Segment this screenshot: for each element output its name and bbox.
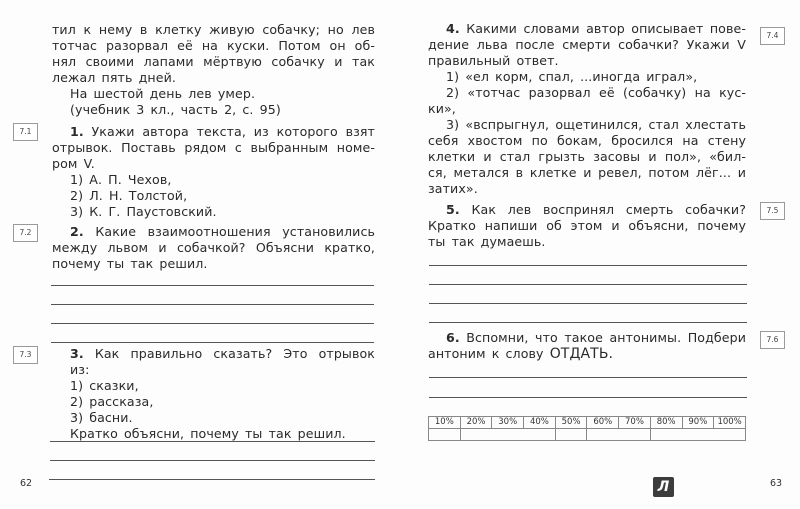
task-followup: Кратко объясни, почему ты так решил. bbox=[70, 426, 346, 441]
score-header-cell: 60% bbox=[587, 417, 619, 429]
answer-line[interactable] bbox=[429, 284, 747, 285]
answer-line[interactable] bbox=[429, 377, 747, 378]
task-1 bbox=[52, 124, 375, 220]
answer-option-3[interactable]: 3) басни. bbox=[70, 410, 133, 425]
task-prompt-line: отрывок. Поставь рядом с выбранным номе- bbox=[52, 140, 375, 155]
task-prompt-line: ром V. bbox=[52, 156, 95, 171]
excerpt-line: тил к нему в клетку живую собачку; но лев bbox=[52, 22, 375, 37]
excerpt-line: тотчас разорвал её на куски. Потом он об- bbox=[52, 38, 375, 53]
task-badge-7-2: 7.2 bbox=[13, 224, 38, 242]
score-input-cell[interactable] bbox=[650, 429, 745, 441]
answer-option-3-cont[interactable]: ся, метался в клетке и ревел, потом лёг... и bbox=[428, 165, 746, 180]
score-input-cell[interactable] bbox=[555, 429, 587, 441]
page-number: 62 bbox=[20, 478, 33, 489]
task-number: 5. bbox=[446, 202, 460, 217]
task-prompt-line: почему ты так решил. bbox=[52, 256, 208, 271]
score-input-cell[interactable] bbox=[429, 429, 461, 441]
score-header-cell: 80% bbox=[650, 417, 682, 429]
answer-option-2[interactable]: 2) «тотчас разорвал её (собачку) на кус- bbox=[446, 85, 746, 100]
target-word: ОТДАТЬ. bbox=[549, 346, 614, 362]
answer-line[interactable] bbox=[51, 285, 374, 286]
answer-option-2-cont[interactable]: ки», bbox=[428, 101, 456, 116]
task-prompt-line: дение льва после смерти собачки? Укажи V bbox=[428, 37, 746, 52]
answer-line[interactable] bbox=[50, 441, 375, 442]
score-header-cell: 30% bbox=[492, 417, 524, 429]
task-number: 2. bbox=[70, 224, 84, 239]
task-badge-7-3: 7.3 bbox=[13, 346, 38, 364]
answer-line[interactable] bbox=[429, 303, 747, 304]
excerpt-source: (учебник 3 кл., часть 2, с. 95) bbox=[70, 102, 281, 117]
task-prompt-line: Какими словами автор описывает пове- bbox=[466, 21, 747, 36]
answer-line[interactable] bbox=[49, 479, 375, 480]
answer-line[interactable] bbox=[429, 397, 747, 398]
score-input-row bbox=[429, 429, 746, 441]
excerpt-text bbox=[52, 22, 375, 118]
score-header-cell: 10% bbox=[429, 417, 461, 429]
task-4 bbox=[428, 21, 746, 197]
task-3 bbox=[52, 346, 375, 442]
task-badge-7-4: 7.4 bbox=[760, 27, 785, 45]
excerpt-line: лежал пять дней. bbox=[52, 70, 176, 85]
answer-line[interactable] bbox=[51, 304, 374, 305]
task-number: 3. bbox=[70, 346, 84, 361]
excerpt-final-line: На шестой день лев умер. bbox=[70, 86, 256, 101]
score-header-cell: 90% bbox=[682, 417, 714, 429]
answer-line[interactable] bbox=[429, 322, 747, 323]
task-badge-7-5: 7.5 bbox=[760, 202, 785, 220]
answer-option-2[interactable]: 2) Л. Н. Толстой, bbox=[70, 188, 188, 203]
answer-option-1[interactable]: 1) А. П. Чехов, bbox=[70, 172, 172, 187]
score-header-cell: 100% bbox=[714, 417, 746, 429]
answer-option-3[interactable]: 3) «вспрыгнул, ощетинился, стал хлестать bbox=[446, 117, 746, 132]
answer-line[interactable] bbox=[429, 265, 747, 266]
task-prompt-line: правильный ответ. bbox=[428, 53, 559, 68]
answer-option-3-cont[interactable]: себя хвостом по бокам, бросился на стену bbox=[428, 133, 746, 148]
score-header-cell: 70% bbox=[619, 417, 651, 429]
score-input-cell[interactable] bbox=[587, 429, 650, 441]
answer-line[interactable] bbox=[51, 323, 374, 324]
score-table bbox=[428, 416, 746, 441]
answer-option-3[interactable]: 3) К. Г. Паустовский. bbox=[70, 204, 217, 219]
task-5 bbox=[428, 202, 746, 250]
task-number: 1. bbox=[70, 124, 84, 139]
task-prompt-line: Укажи автора текста, из которого взят bbox=[91, 124, 375, 139]
answer-option-2[interactable]: 2) рассказа, bbox=[70, 394, 154, 409]
task-prompt-line: Вспомни, что такое антонимы. Подбери bbox=[466, 330, 746, 345]
task-prompt-line: ты так думаешь. bbox=[428, 234, 546, 249]
answer-line[interactable] bbox=[50, 460, 375, 461]
answer-option-1[interactable]: 1) «ел корм, спал, ...иногда играл», bbox=[446, 69, 698, 84]
score-header-cell: 40% bbox=[524, 417, 556, 429]
answer-option-3-cont[interactable]: клетки и стал грызть засовы и пол», «бил- bbox=[428, 149, 746, 164]
answer-option-3-cont[interactable]: затих». bbox=[428, 181, 478, 196]
task-2 bbox=[52, 224, 375, 272]
publisher-logo-icon: Л bbox=[653, 477, 674, 497]
task-badge-7-1: 7.1 bbox=[13, 123, 38, 141]
page-number: 63 bbox=[770, 478, 783, 489]
task-number: 6. bbox=[446, 330, 460, 345]
score-header-row bbox=[429, 417, 746, 429]
task-6 bbox=[428, 330, 746, 362]
answer-option-1[interactable]: 1) сказки, bbox=[70, 378, 139, 393]
score-header-cell: 50% bbox=[555, 417, 587, 429]
task-number: 4. bbox=[446, 21, 460, 36]
excerpt-line: нял своими лапами мёртвую собачку и так bbox=[52, 54, 375, 69]
task-prompt-line: между львом и собачкой? Объясни кратко, bbox=[52, 240, 375, 255]
score-input-cell[interactable] bbox=[460, 429, 555, 441]
task-prompt-line: Как лев воспринял смерть собачки? bbox=[471, 202, 746, 217]
answer-line[interactable] bbox=[51, 342, 374, 343]
task-badge-7-6: 7.6 bbox=[760, 331, 785, 349]
task-prompt-line: антоним к слову bbox=[428, 346, 550, 361]
score-header-cell: 20% bbox=[460, 417, 492, 429]
task-prompt-line: Кратко напиши об этом и объясни, почему bbox=[428, 218, 746, 233]
task-prompt-line: Какие взаимоотношения установились bbox=[95, 224, 375, 239]
task-prompt-line: Как правильно сказать? Это отрывок из: bbox=[70, 346, 375, 377]
